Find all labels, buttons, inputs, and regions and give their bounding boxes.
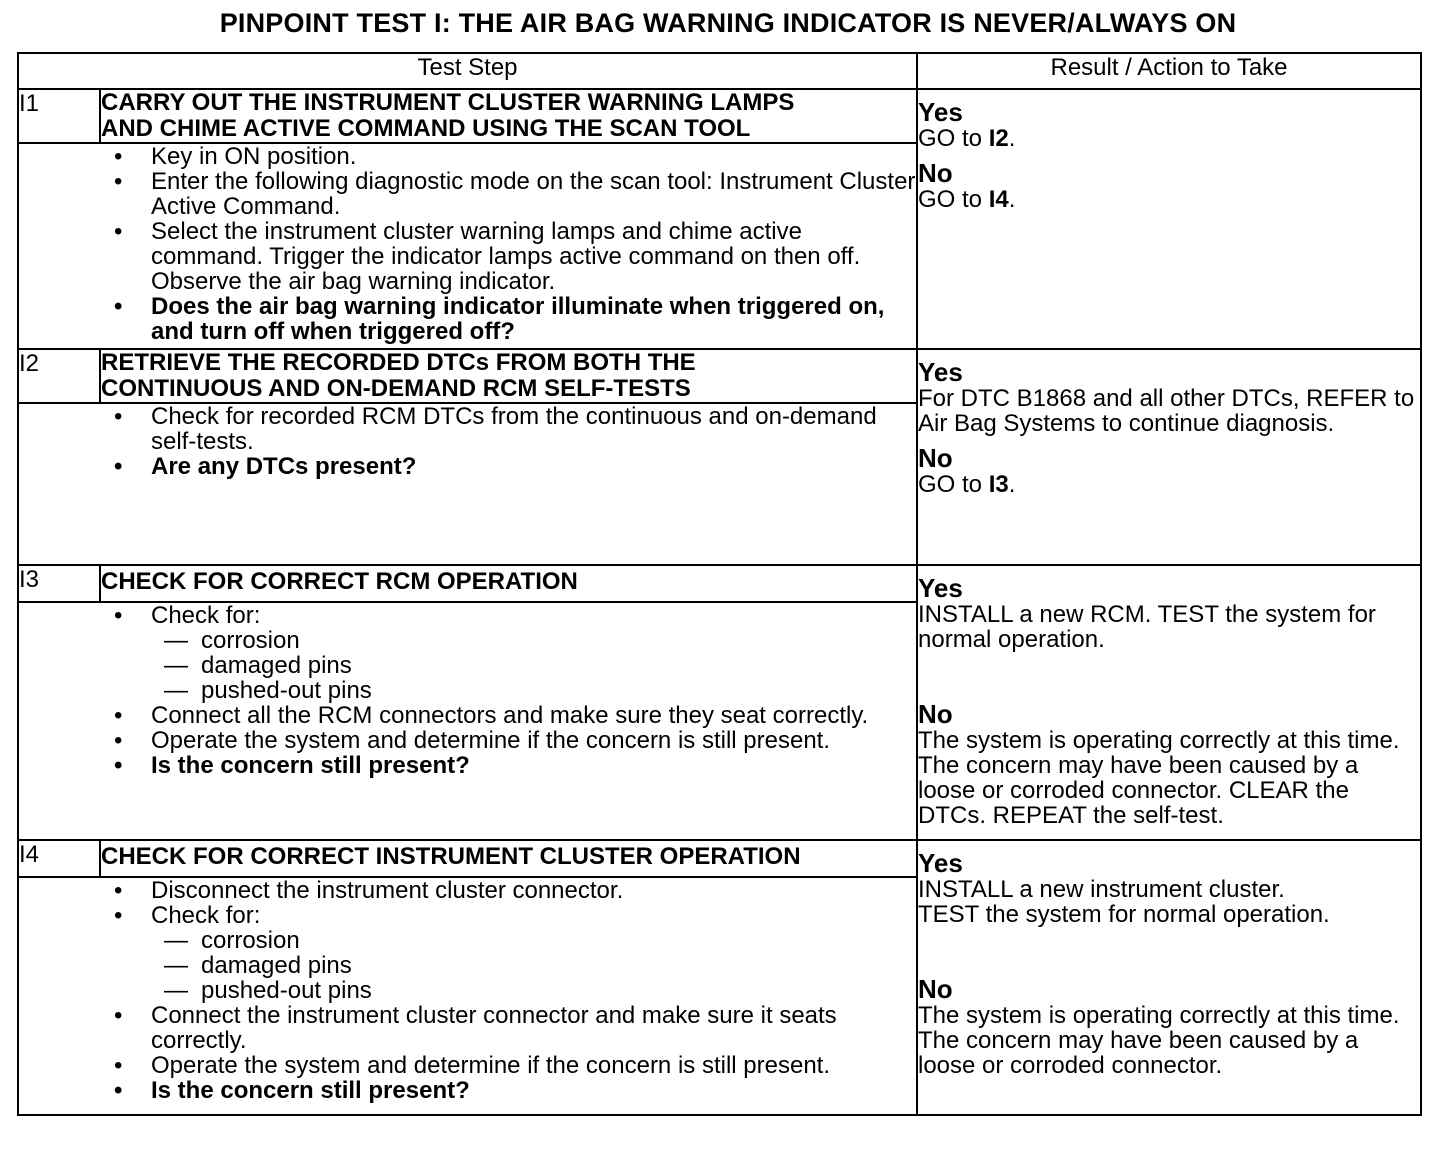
yes-label: Yes xyxy=(918,97,963,127)
no-action: The system is operating correctly at this time. The concern may have been caused by a loose or corroded connector. xyxy=(918,1002,1400,1079)
step-ref: I2 xyxy=(988,125,1009,152)
step-instructions xyxy=(18,143,917,349)
header-result-action: Result / Action to Take xyxy=(917,53,1421,89)
list-item: • Operate the system and determine if the concern is still present. xyxy=(19,728,916,753)
step-i3-title-row xyxy=(18,565,1421,602)
yes-action-line: TEST the system for normal operation. xyxy=(918,901,1330,928)
step-i1-title-row xyxy=(18,89,1421,143)
step-title xyxy=(100,89,917,143)
no-action: GO to I4. xyxy=(918,186,1016,213)
step-instructions xyxy=(18,877,917,1115)
list-subitem: — damaged pins xyxy=(19,653,916,678)
step-i4-result xyxy=(917,840,1421,1115)
list-subitem: — pushed-out pins xyxy=(19,978,916,1003)
list-item-question: • Are any DTCs present? xyxy=(19,454,916,479)
table-header-row xyxy=(18,53,1421,89)
step-i2-result xyxy=(917,349,1421,565)
step-title xyxy=(100,349,917,403)
step-title-line: CARRY OUT THE INSTRUMENT CLUSTER WARNING LAMPS xyxy=(101,89,795,116)
list-item: • Check for: xyxy=(19,903,916,928)
list-subitem: — pushed-out pins xyxy=(19,678,916,703)
step-id: I4 xyxy=(18,840,100,877)
step-i4-title-row xyxy=(18,840,1421,877)
step-id: I1 xyxy=(18,89,100,143)
yes-action-line: INSTALL a new instrument cluster. xyxy=(918,876,1285,903)
step-title-line: RETRIEVE THE RECORDED DTCs FROM BOTH THE xyxy=(101,349,696,376)
step-ref: I3 xyxy=(988,471,1009,498)
yes-action: For DTC B1868 and all other DTCs, REFER to Air Bag Systems to continue diagnosis. xyxy=(918,385,1415,437)
list-item: • Check for: xyxy=(19,603,916,628)
yes-action: GO to I2. xyxy=(918,125,1016,152)
no-label: No xyxy=(918,974,953,1004)
pinpoint-test-table xyxy=(17,52,1422,1116)
yes-label: Yes xyxy=(918,848,963,878)
step-instructions xyxy=(18,403,917,565)
step-instructions xyxy=(18,602,917,840)
list-item-question: • Is the concern still present? xyxy=(19,753,916,778)
no-label: No xyxy=(918,158,953,188)
list-subitem: — corrosion xyxy=(19,628,916,653)
step-title: CHECK FOR CORRECT INSTRUMENT CLUSTER OPERATION xyxy=(100,840,917,877)
step-ref: I4 xyxy=(988,186,1009,213)
list-item: • Connect all the RCM connectors and make sure they seat correctly. xyxy=(19,703,916,728)
step-id: I3 xyxy=(18,565,100,602)
list-item: • Disconnect the instrument cluster connector. xyxy=(19,878,916,903)
header-test-step: Test Step xyxy=(18,53,917,89)
list-item: • Select the instrument cluster warning lamps and chime active command. Trigger the indicator lamps active command on then off. Observe the air bag warning indicator. xyxy=(19,219,916,294)
list-item: • Connect the instrument cluster connector and make sure it seats correctly. xyxy=(19,1003,916,1053)
step-i2-title-row xyxy=(18,349,1421,403)
list-item: • Key in ON position. xyxy=(19,144,916,169)
list-item: • Check for recorded RCM DTCs from the continuous and on-demand self-tests. xyxy=(19,404,916,454)
list-item-question: • Does the air bag warning indicator illuminate when triggered on, and turn off when triggered off? xyxy=(19,294,916,344)
yes-label: Yes xyxy=(918,573,963,603)
list-item-question: • Is the concern still present? xyxy=(19,1078,916,1103)
yes-action: INSTALL a new RCM. TEST the system for normal operation. xyxy=(918,601,1376,653)
step-title-line: AND CHIME ACTIVE COMMAND USING THE SCAN TOOL xyxy=(101,115,751,142)
no-action: The system is operating correctly at this time. The concern may have been caused by a loose or corroded connector. CLEAR the DTCs. REPEAT the self-test. xyxy=(918,727,1400,829)
no-label: No xyxy=(918,443,953,473)
yes-label: Yes xyxy=(918,357,963,387)
step-title-line: CONTINUOUS AND ON-DEMAND RCM SELF-TESTS xyxy=(101,375,691,402)
list-item: • Operate the system and determine if the concern is still present. xyxy=(19,1053,916,1078)
list-subitem: — corrosion xyxy=(19,928,916,953)
step-i3-result xyxy=(917,565,1421,840)
step-title: CHECK FOR CORRECT RCM OPERATION xyxy=(100,565,917,602)
no-action: GO to I3. xyxy=(918,471,1016,498)
step-i1-result xyxy=(917,89,1421,349)
step-id: I2 xyxy=(18,349,100,403)
page-title: PINPOINT TEST I: THE AIR BAG WARNING INDICATOR IS NEVER/ALWAYS ON xyxy=(219,8,1237,38)
list-item: • Enter the following diagnostic mode on the scan tool: Instrument Cluster Active Command. xyxy=(19,169,916,219)
no-label: No xyxy=(918,699,953,729)
list-subitem: — damaged pins xyxy=(19,953,916,978)
